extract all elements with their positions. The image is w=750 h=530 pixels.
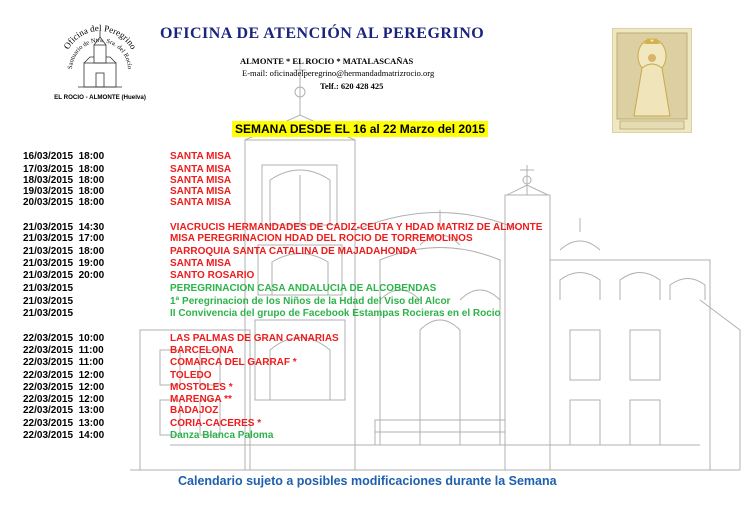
schedule-datetime: 22/03/2015 12:00 — [23, 394, 105, 405]
schedule-event: SANTA MISA — [170, 197, 232, 208]
schedule-datetime: 18/03/2015 18:00 — [23, 175, 105, 186]
schedule-datetime: 21/03/2015 20:00 — [23, 270, 105, 281]
schedule-datetime: 22/03/2015 11:00 — [23, 357, 104, 368]
schedule-datetime: 22/03/2015 13:00 — [23, 405, 105, 416]
schedule-datetime: 20/03/2015 18:00 — [23, 197, 105, 208]
schedule-event: VIACRUCIS HERMANDADES DE CADIZ-CEUTA Y HDAD MATRIZ DE ALMONTE — [170, 222, 543, 233]
schedule-datetime: 17/03/2015 18:00 — [23, 164, 105, 175]
schedule-event: SANTO ROSARIO — [170, 270, 255, 281]
virgin-del-rocio-image — [612, 28, 692, 133]
schedule-datetime: 21/03/2015 14:30 — [23, 222, 105, 233]
schedule-event: BARCELONA — [170, 345, 234, 356]
schedule-datetime: 22/03/2015 14:00 — [23, 430, 105, 441]
schedule-datetime: 21/03/2015 18:00 — [23, 246, 105, 257]
schedule-event: TOLEDO — [170, 370, 212, 381]
schedule-event: MOSTOLES * — [170, 382, 233, 393]
schedule-datetime: 21/03/2015 — [23, 296, 74, 307]
schedule-datetime: 19/03/2015 18:00 — [23, 186, 105, 197]
schedule-event: SANTA MISA — [170, 175, 232, 186]
schedule-datetime: 22/03/2015 10:00 — [23, 333, 105, 344]
svg-text:Santuario de Ntra. Sra. del Ro: Santuario de Ntra. Sra. del Rocío — [66, 36, 134, 70]
schedule-event: SANTA MISA — [170, 186, 232, 197]
header-subtitle: ALMONTE * EL ROCIO * MATALASCAÑAS — [240, 56, 414, 66]
svg-text:EL ROCIO - ALMONTE (Huelva): EL ROCIO - ALMONTE (Huelva) — [54, 94, 146, 101]
office-title: OFICINA DE ATENCIÓN AL PEREGRINO — [160, 25, 485, 42]
schedule-event: CORIA-CACERES * — [170, 418, 262, 429]
schedule-datetime: 21/03/2015 19:00 — [23, 258, 105, 269]
svg-text:Oficina del Peregrino: Oficina del Peregrino — [61, 22, 139, 52]
schedule-datetime: 22/03/2015 13:00 — [23, 418, 105, 429]
schedule-event: PEREGRINACION CASA ANDALUCIA DE ALCOBENDAS — [170, 283, 437, 294]
schedule-event: SANTA MISA — [170, 258, 232, 269]
schedule-event: LAS PALMAS DE GRAN CANARIAS — [170, 333, 339, 344]
schedule-datetime: 22/03/2015 12:00 — [23, 382, 105, 393]
schedule-datetime: 22/03/2015 12:00 — [23, 370, 105, 381]
schedule-event: Danza Blanca Paloma — [170, 430, 274, 441]
week-banner: SEMANA DESDE EL 16 al 22 Marzo del 2015 — [232, 121, 488, 137]
footer-note: Calendario sujeto a posibles modificaciones durante la Semana — [178, 474, 557, 488]
schedule-event: MISA PEREGRINACION HDAD DEL ROCIO DE TORREMOLINOS — [170, 233, 473, 244]
schedule-datetime: 21/03/2015 — [23, 308, 74, 319]
schedule-event: 1ª Peregrinacion de los Niños de la Hdad del Viso del Alcor — [170, 296, 451, 307]
schedule-event: PARROQUIA SANTA CATALINA DE MAJADAHONDA — [170, 246, 418, 257]
schedule-event: COMARCA DEL GARRAF * — [170, 357, 297, 368]
schedule-event: SANTA MISA — [170, 164, 232, 175]
schedule-event: II Convivencia del grupo de Facebook Estampas Rocieras en el Rocio — [170, 308, 501, 319]
schedule-event: BADAJOZ — [170, 405, 219, 416]
schedule-datetime: 16/03/2015 18:00 — [23, 151, 105, 162]
schedule-datetime: 22/03/2015 11:00 — [23, 345, 104, 356]
office-seal-logo — [50, 15, 150, 103]
header-phone: Telf.: 620 428 425 — [320, 81, 384, 91]
schedule-event: MARENGA ** — [170, 394, 232, 405]
schedule-event: SANTA MISA — [170, 151, 232, 162]
header-email: E-mail: oficinadelperegrino@hermandadmatrizrocio.org — [242, 68, 435, 78]
schedule-datetime: 21/03/2015 — [23, 283, 74, 294]
schedule-datetime: 21/03/2015 17:00 — [23, 233, 105, 244]
